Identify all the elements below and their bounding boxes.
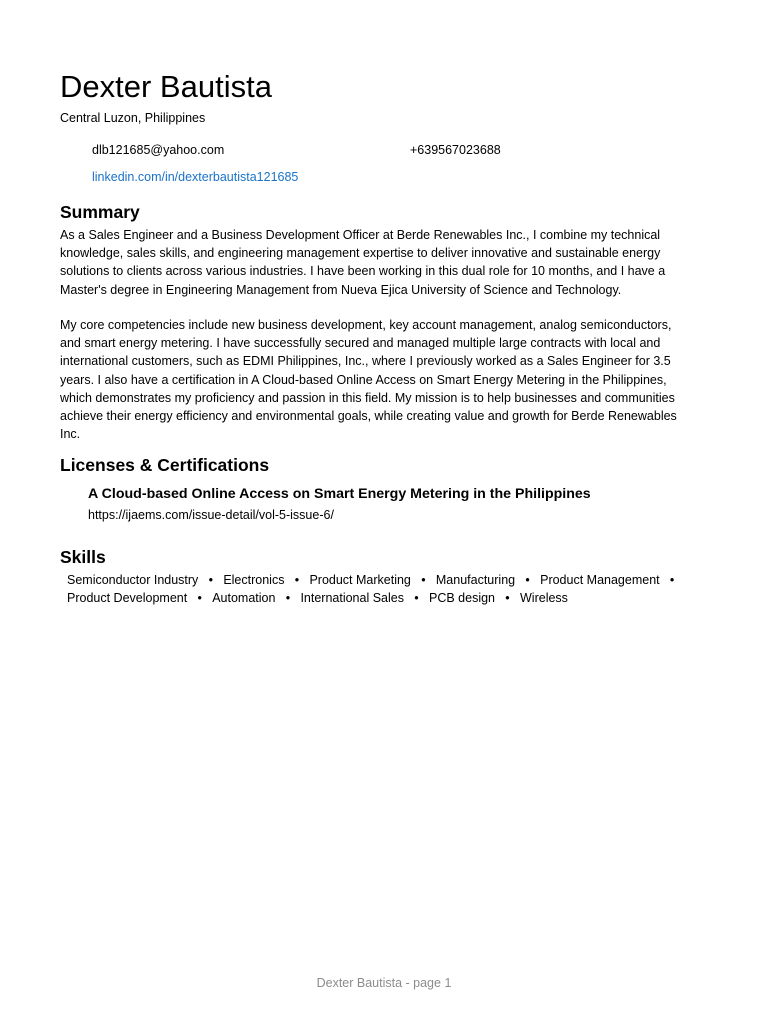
bullet-separator: • bbox=[197, 591, 202, 605]
candidate-location: Central Luzon, Philippines bbox=[60, 111, 206, 125]
summary-paragraph: As a Sales Engineer and a Business Development Officer at Berde Renewables Inc., I combine my technical knowledge, sales skills, and engineering management expertise to deliver innovative and sustainable energy solutions to clients across various industries. I have been working in this dual role for 10 months, and I have a Master's degree in Engineering Management from Nueva Ejica University of Science and Technology. bbox=[60, 228, 666, 297]
candidate-name: Dexter Bautista bbox=[60, 69, 272, 104]
skills-line bbox=[67, 571, 697, 589]
summary-heading: Summary bbox=[60, 202, 140, 222]
skill-item: Electronics bbox=[223, 573, 285, 587]
bullet-separator: • bbox=[208, 573, 213, 587]
certification-title: A Cloud-based Online Access on Smart Energy Metering in the Philippines bbox=[88, 486, 591, 502]
skill-item: Product Marketing bbox=[309, 573, 411, 587]
linkedin-link[interactable]: linkedin.com/in/dexterbautista121685 bbox=[92, 170, 299, 184]
certification-url[interactable]: https://ijaems.com/issue-detail/vol-5-issue-6/ bbox=[88, 508, 334, 522]
skill-item: Semiconductor Industry bbox=[67, 573, 199, 587]
skill-item: Product Management bbox=[540, 573, 660, 587]
skill-item: Product Development bbox=[67, 591, 188, 605]
skill-item: PCB design bbox=[428, 591, 495, 605]
skills-list bbox=[67, 571, 697, 607]
page-footer: Dexter Bautista - page 1 bbox=[316, 976, 452, 990]
bullet-separator: • bbox=[525, 573, 530, 587]
skill-item: Manufacturing bbox=[435, 573, 516, 587]
bullet-separator: • bbox=[669, 573, 675, 587]
bullet-separator: • bbox=[421, 573, 426, 587]
bullet-separator: • bbox=[294, 573, 300, 587]
summary-paragraph: My core competencies include new business development, key account management, analog semiconductors, and smart energy metering. I have successfully secured and managed multiple large contracts with local and international customers, such as EDMI Philippines, Inc., where I previously worked as a Sales Engineer for 3.5 years. I also have a certification in A Cloud-based Online Access on Smart Energy Metering in the Philippines, which demonstrates my proficiency and passion in this field. My mission is to help businesses and communities achieve their energy efficiency and environmental goals, while creating value and growth for Berde Renewables Inc. bbox=[60, 318, 677, 442]
skill-item: Wireless bbox=[520, 591, 568, 605]
contact-phone: +639567023688 bbox=[410, 143, 501, 157]
skill-item: International Sales bbox=[300, 591, 404, 605]
skills-heading: Skills bbox=[60, 547, 106, 567]
bullet-separator: • bbox=[505, 591, 510, 605]
licenses-heading: Licenses & Certifications bbox=[60, 455, 270, 475]
contact-email[interactable]: dlb121685@yahoo.com bbox=[92, 143, 225, 157]
skills-line bbox=[67, 589, 697, 607]
bullet-separator: • bbox=[285, 591, 291, 605]
skill-item: Automation bbox=[212, 591, 276, 605]
bullet-separator: • bbox=[414, 591, 419, 605]
